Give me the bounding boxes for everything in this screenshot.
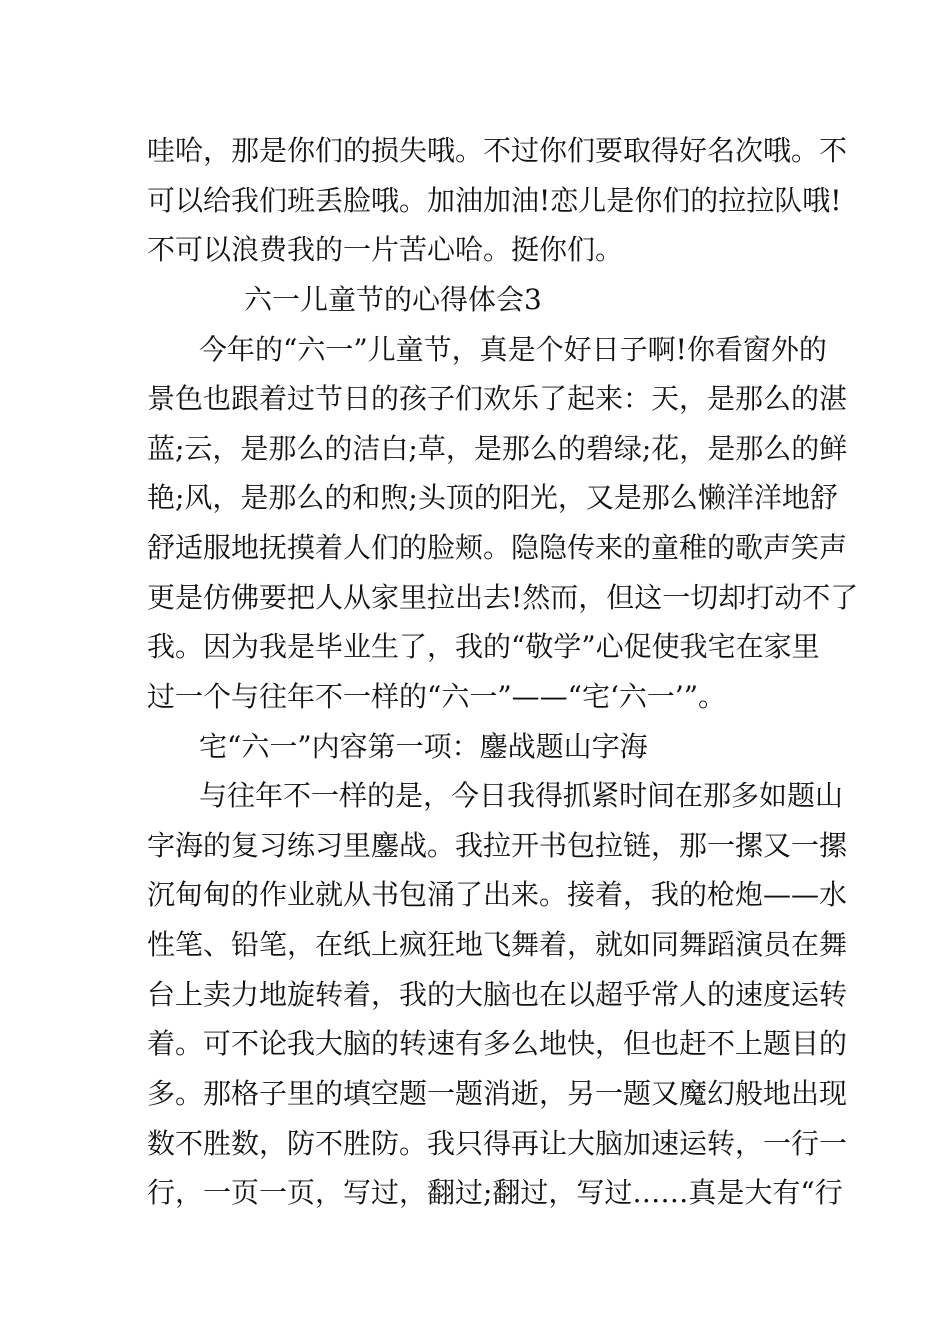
paragraph-line: 景色也跟着过节日的孩子们欢乐了起来：天，是那么的湛 xyxy=(147,382,848,415)
paragraph-line: 不可以浪费我的一片苦心哈。挺你们。 xyxy=(147,233,624,266)
paragraph-line: 沉甸甸的作业就从书包涌了出来。接着，我的枪炮——水 xyxy=(147,878,848,911)
paragraph-line: 舒适服地抚摸着人们的脸颊。隐隐传来的童稚的歌声笑声 xyxy=(147,531,848,564)
subheading: 宅“六一”内容第一项：鏖战题山字海 xyxy=(199,730,648,763)
paragraph-line: 更是仿佛要把人从家里拉出去!然而，但这一切却打动不了 xyxy=(147,581,859,614)
paragraph-line: 可以给我们班丢脸哦。加油加油!恋儿是你们的拉拉队哦! xyxy=(147,184,842,217)
paragraph-line: 着。可不论我大脑的转速有多么地快，但也赶不上题目的 xyxy=(147,1027,848,1060)
paragraph-line: 我。因为我是毕业生了，我的“敬学”心促使我宅在家里 xyxy=(147,630,820,663)
paragraph-line: 行，一页一页，写过，翻过;翻过，写过……真是大有“行 xyxy=(147,1176,843,1209)
paragraph-line: 性笔、铅笔，在纸上疯狂地飞舞着，就如同舞蹈演员在舞 xyxy=(147,928,848,961)
section-heading: 六一儿童节的心得体会3 xyxy=(244,283,542,316)
paragraph-line: 哇哈，那是你们的损失哦。不过你们要取得好名次哦。不 xyxy=(147,134,848,167)
paragraph-line: 多。那格子里的填空题一题消逝，另一题又魔幻般地出现 xyxy=(147,1077,848,1110)
paragraph-line: 蓝;云，是那么的洁白;草，是那么的碧绿;花，是那么的鲜 xyxy=(147,432,848,465)
paragraph-line: 台上卖力地旋转着，我的大脑也在以超乎常人的速度运转 xyxy=(147,978,848,1011)
paragraph-line: 与往年不一样的是，今日我得抓紧时间在那多如题山 xyxy=(199,779,844,812)
paragraph-line: 艳;风，是那么的和煦;头顶的阳光，又是那么懒洋洋地舒 xyxy=(147,481,838,514)
paragraph-line: 过一个与往年不一样的“六一”——“宅‘六一’”。 xyxy=(147,680,727,713)
paragraph-line: 字海的复习练习里鏖战。我拉开书包拉链，那一摞又一摞 xyxy=(147,829,848,862)
paragraph-line: 数不胜数，防不胜防。我只得再让大脑加速运转，一行一 xyxy=(147,1127,848,1160)
paragraph-line: 今年的“六一”儿童节，真是个好日子啊!你看窗外的 xyxy=(199,333,827,366)
